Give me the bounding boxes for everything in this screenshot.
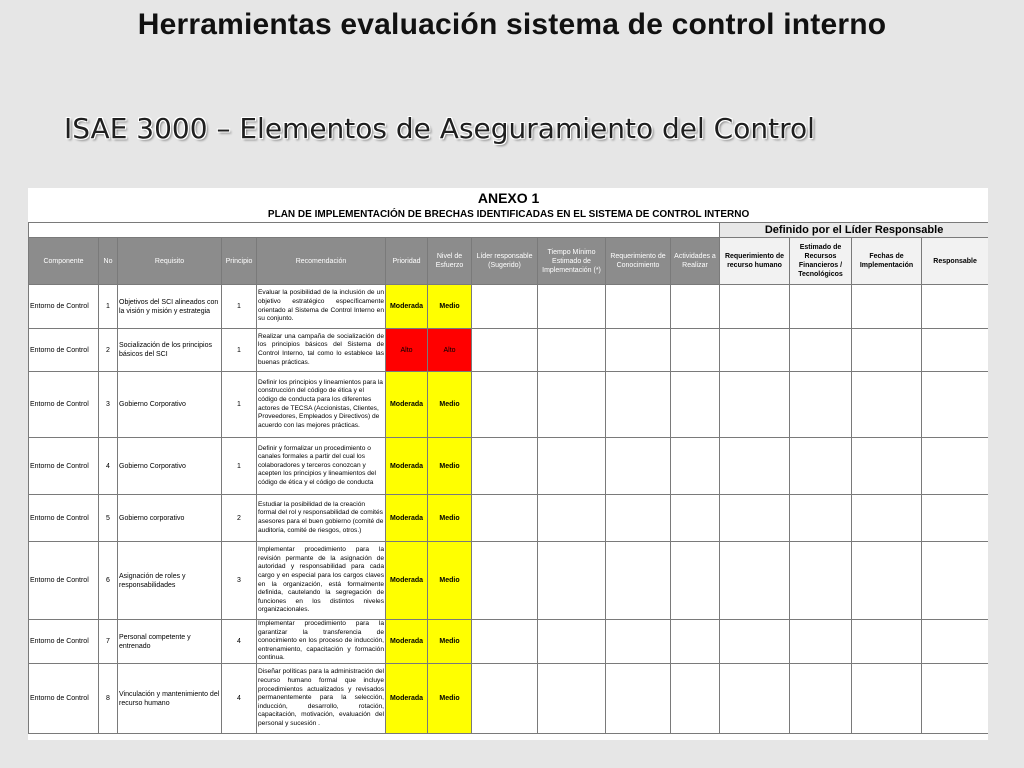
- empty-cell: [790, 285, 852, 329]
- slide-subtitle: ISAE 3000 – Elementos de Aseguramiento del Control: [64, 112, 815, 145]
- table-row: [29, 329, 989, 372]
- header-lider: Líder responsable (Sugerido): [472, 238, 538, 285]
- empty-cell: [472, 438, 538, 495]
- empty-cell: [790, 329, 852, 372]
- cell-componente: Entorno de Control: [29, 285, 99, 329]
- cell-esfuerzo: Medio: [428, 372, 472, 438]
- empty-cell: [472, 542, 538, 620]
- empty-cell: [922, 372, 989, 438]
- cell-principio: 4: [222, 664, 257, 734]
- empty-cell: [852, 620, 922, 664]
- cell-prioridad: Moderada: [386, 620, 428, 664]
- annex-title: ANEXO 1: [477, 190, 540, 206]
- empty-cell: [538, 329, 606, 372]
- empty-cell: [790, 620, 852, 664]
- cell-prioridad: Moderada: [386, 438, 428, 495]
- cell-no: 8: [99, 664, 118, 734]
- cell-no: 3: [99, 372, 118, 438]
- empty-cell: [720, 329, 790, 372]
- empty-cell: [922, 542, 989, 620]
- cell-componente: Entorno de Control: [29, 495, 99, 542]
- empty-cell: [671, 285, 720, 329]
- cell-recomendacion: Realizar una campaña de socialización de los principios básicos del Sistema de Control Interno, tal como lo establece las buenas prácticas.: [257, 329, 386, 372]
- cell-prioridad: Moderada: [386, 285, 428, 329]
- cell-componente: Entorno de Control: [29, 438, 99, 495]
- cell-no: 5: [99, 495, 118, 542]
- header-no: No: [99, 238, 118, 285]
- empty-cell: [671, 329, 720, 372]
- empty-cell: [538, 495, 606, 542]
- table-row: [29, 620, 989, 664]
- cell-no: 6: [99, 542, 118, 620]
- empty-cell: [790, 664, 852, 734]
- empty-cell: [790, 372, 852, 438]
- empty-cell: [606, 329, 671, 372]
- cell-requisito: Vinculación y mantenimiento del recurso humano: [118, 664, 222, 734]
- empty-cell: [472, 285, 538, 329]
- empty-cell: [671, 664, 720, 734]
- empty-cell: [472, 329, 538, 372]
- cell-no: 7: [99, 620, 118, 664]
- cell-recomendacion: Definir y formalizar un procedimiento o canales formales a partir del cual los colaboradores y terceros conozcan y acepten los principios y lineamientos del código de ética y el código de conducta: [257, 438, 386, 495]
- empty-cell: [922, 495, 989, 542]
- empty-cell: [606, 620, 671, 664]
- cell-requisito: Asignación de roles y responsabilidades: [118, 542, 222, 620]
- empty-cell: [922, 438, 989, 495]
- cell-prioridad: Moderada: [386, 542, 428, 620]
- empty-cell: [922, 329, 989, 372]
- empty-cell: [720, 285, 790, 329]
- empty-cell: [538, 620, 606, 664]
- empty-cell: [671, 495, 720, 542]
- empty-cell: [922, 620, 989, 664]
- empty-cell: [538, 542, 606, 620]
- empty-cell: [606, 438, 671, 495]
- cell-requisito: Gobierno Corporativo: [118, 438, 222, 495]
- cell-principio: 2: [222, 495, 257, 542]
- empty-cell: [606, 664, 671, 734]
- cell-requisito: Personal competente y entrenado: [118, 620, 222, 664]
- table-row: [29, 495, 989, 542]
- cell-requisito: Socialización de los principios básicos del SCI: [118, 329, 222, 372]
- cell-recomendacion: Diseñar políticas para la administración del recurso humano formal que incluye procedimientos actualizados y revisados permanentemente para la selección, inducción, desarrollo, rotación, capacitación, motivación, evaluación del personal y sucesión .: [257, 664, 386, 734]
- cell-esfuerzo: Medio: [428, 664, 472, 734]
- cell-componente: Entorno de Control: [29, 664, 99, 734]
- empty-cell: [472, 620, 538, 664]
- slide-title: Herramientas evaluación sistema de control interno: [137, 8, 887, 41]
- empty-cell: [538, 285, 606, 329]
- plan-table: [28, 188, 988, 734]
- empty-cell: [852, 542, 922, 620]
- header-row: [29, 238, 989, 285]
- empty-cell: [852, 329, 922, 372]
- empty-cell: [720, 438, 790, 495]
- cell-prioridad: Moderada: [386, 664, 428, 734]
- empty-cell: [790, 542, 852, 620]
- header-recomendacion: Recomendación: [257, 238, 386, 285]
- empty-cell: [538, 372, 606, 438]
- cell-recomendacion: Definir los principios y lineamientos para la construcción del código de ética y el código de conducta para los diferentes actores de TECSA (Accionistas, Clientes, Proveedores, Empleados y Directivos) de acuerdo con las mejores prácticas.: [257, 372, 386, 438]
- empty-cell: [606, 285, 671, 329]
- defined-by-header: Definido por el Líder Responsable: [720, 223, 989, 238]
- cell-principio: 4: [222, 620, 257, 664]
- header-actividades: Actividades a Realizar: [671, 238, 720, 285]
- cell-prioridad: Moderada: [386, 495, 428, 542]
- cell-prioridad: Moderada: [386, 372, 428, 438]
- empty-cell: [472, 495, 538, 542]
- cell-componente: Entorno de Control: [29, 620, 99, 664]
- empty-cell: [720, 372, 790, 438]
- cell-requisito: Gobierno Corporativo: [118, 372, 222, 438]
- table-row: [29, 285, 989, 329]
- empty-cell: [720, 664, 790, 734]
- cell-recomendacion: Implementar procedimiento para la garantizar la transferencia de conocimiento en los proceso de inducción, entrenamiento, capacitación y formación continua.: [257, 620, 386, 664]
- empty-cell: [606, 542, 671, 620]
- plan-title: PLAN DE IMPLEMENTACIÓN DE BRECHAS IDENTIFICADAS EN EL SISTEMA DE CONTROL INTERNO: [29, 208, 989, 223]
- cell-requisito: Gobierno corporativo: [118, 495, 222, 542]
- header-requisito: Requisito: [118, 238, 222, 285]
- empty-cell: [671, 372, 720, 438]
- blank-cell: [29, 223, 720, 238]
- cell-recomendacion: Evaluar la posibilidad de la inclusión de un objetivo estratégico específicamente orientado al Sistema de Control Interno en su conjunto.: [257, 285, 386, 329]
- cell-componente: Entorno de Control: [29, 372, 99, 438]
- empty-cell: [671, 542, 720, 620]
- cell-esfuerzo: Alto: [428, 329, 472, 372]
- header-principio: Principio: [222, 238, 257, 285]
- cell-principio: 1: [222, 329, 257, 372]
- empty-cell: [852, 372, 922, 438]
- empty-cell: [790, 438, 852, 495]
- empty-cell: [852, 495, 922, 542]
- cell-esfuerzo: Medio: [428, 620, 472, 664]
- table-row: [29, 542, 989, 620]
- cell-componente: Entorno de Control: [29, 542, 99, 620]
- cell-recomendacion: Implementar procedimiento para la revisión permante de la asignación de autoridad y responsabilidad para cada cargo y en especial para los cargos claves en la organización, está formalmente definida, cautelando la segregación de funciones en los distintos niveles organizacionales.: [257, 542, 386, 620]
- spreadsheet-image: [28, 188, 988, 740]
- header-fechas: Fechas de Implementación: [852, 238, 922, 285]
- cell-esfuerzo: Medio: [428, 285, 472, 329]
- empty-cell: [472, 664, 538, 734]
- empty-cell: [852, 285, 922, 329]
- header-estimado: Estimado de Recursos Financieros / Tecnológicos: [790, 238, 852, 285]
- empty-cell: [671, 438, 720, 495]
- cell-principio: 1: [222, 285, 257, 329]
- cell-requisito: Objetivos del SCI alineados con la visión y misión y estrategia: [118, 285, 222, 329]
- empty-cell: [472, 372, 538, 438]
- header-componente: Componente: [29, 238, 99, 285]
- cell-principio: 3: [222, 542, 257, 620]
- cell-no: 1: [99, 285, 118, 329]
- cell-prioridad: Alto: [386, 329, 428, 372]
- cell-no: 4: [99, 438, 118, 495]
- empty-cell: [538, 438, 606, 495]
- cell-esfuerzo: Medio: [428, 438, 472, 495]
- table-row: [29, 438, 989, 495]
- cell-no: 2: [99, 329, 118, 372]
- empty-cell: [538, 664, 606, 734]
- table-row: [29, 372, 989, 438]
- header-tiempo: Tiempo Mínimo Estimado de Implementación (*): [538, 238, 606, 285]
- cell-esfuerzo: Medio: [428, 495, 472, 542]
- empty-cell: [720, 620, 790, 664]
- empty-cell: [922, 285, 989, 329]
- empty-cell: [790, 495, 852, 542]
- cell-principio: 1: [222, 438, 257, 495]
- header-req-humano: Requerimiento de recurso humano: [720, 238, 790, 285]
- empty-cell: [852, 438, 922, 495]
- empty-cell: [671, 620, 720, 664]
- cell-esfuerzo: Medio: [428, 542, 472, 620]
- cell-principio: 1: [222, 372, 257, 438]
- cell-componente: Entorno de Control: [29, 329, 99, 372]
- empty-cell: [922, 664, 989, 734]
- header-req-conocimiento: Requerimiento de Conocimiento: [606, 238, 671, 285]
- empty-cell: [852, 664, 922, 734]
- empty-cell: [606, 372, 671, 438]
- empty-cell: [720, 542, 790, 620]
- table-row: [29, 664, 989, 734]
- cell-recomendacion: Estudiar la posibilidad de la creación formal del rol y responsabilidad de comités asesores para el buen gobierno (comité de auditoría, comité de riesgos, otros.): [257, 495, 386, 542]
- empty-cell: [606, 495, 671, 542]
- header-nivel-esfuerzo: Nivel de Esfuerzo: [428, 238, 472, 285]
- header-responsable: Responsable: [922, 238, 989, 285]
- header-prioridad: Prioridad: [386, 238, 428, 285]
- empty-cell: [720, 495, 790, 542]
